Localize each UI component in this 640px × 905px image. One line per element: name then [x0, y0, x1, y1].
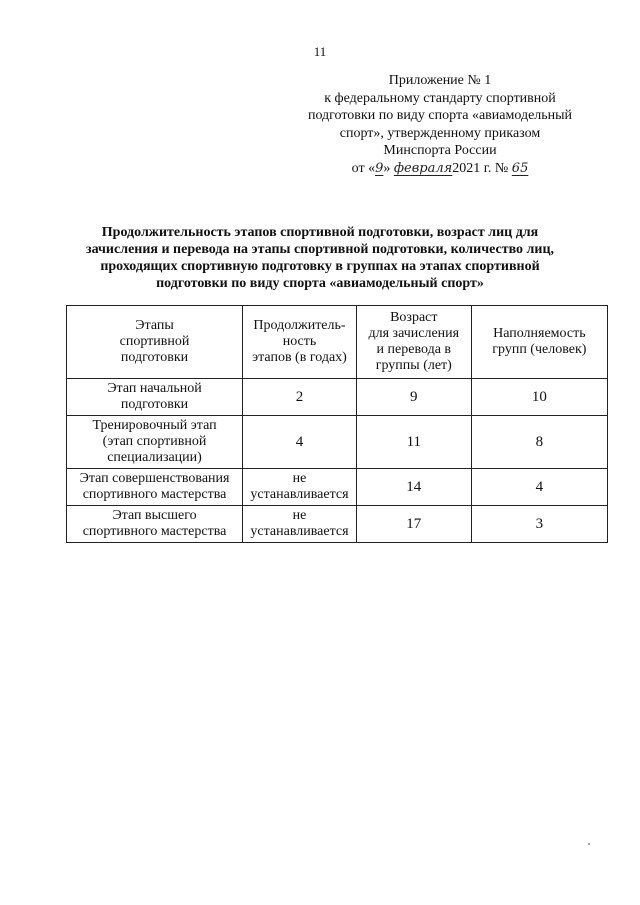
header-line: ность: [282, 334, 317, 349]
appendix-line: подготовки по виду спорта «авиамодельный: [307, 108, 573, 123]
table-row: [67, 506, 608, 543]
handwritten-day: 9: [375, 160, 384, 176]
cell-line: 2: [295, 389, 304, 405]
cell-line: не: [292, 508, 307, 523]
cell-line: устанавливается: [250, 487, 349, 502]
cell-line: устанавливается: [250, 524, 349, 539]
cell-stage: [67, 506, 243, 543]
header-line: Возраст: [390, 310, 438, 325]
header-line: Этапы: [135, 318, 174, 333]
title-line: проходящих спортивную подготовку в группах на этапах спортивной: [100, 259, 540, 274]
header-line: и перевода в: [376, 342, 452, 357]
cell-stage: [67, 416, 243, 469]
order-date-line: [300, 160, 580, 178]
cell-stage: [67, 469, 243, 506]
header-line: Продолжитель-: [253, 318, 346, 333]
header-group-size: [471, 306, 607, 379]
cell-line: подготовки: [120, 397, 189, 412]
date-prefix: от «: [351, 160, 376, 176]
cell-duration: [243, 379, 357, 416]
stages-table: [66, 305, 608, 543]
cell-line: Этап высшего: [112, 508, 197, 523]
cell-duration: [243, 469, 357, 506]
cell-line: спортивного мастерства: [82, 524, 227, 539]
cell-age: 9: [356, 379, 471, 416]
date-mid: »: [383, 160, 391, 176]
table-row: [67, 416, 608, 469]
header-line: группы (лет): [375, 358, 452, 373]
cell-line: (этап спортивной: [102, 434, 207, 449]
appendix-line: Минспорта России: [383, 143, 497, 158]
cell-group-size: 4: [471, 469, 607, 506]
cell-duration: [243, 416, 357, 469]
cell-age: 14: [356, 469, 471, 506]
document-title: [60, 224, 580, 292]
cell-line: Этап совершенствования: [79, 471, 230, 486]
page-number: 11: [313, 44, 327, 59]
cell-line: 4: [295, 434, 304, 450]
title-line: Продолжительность этапов спортивной подготовки, возраст лиц для: [101, 225, 539, 240]
table-row: [67, 379, 608, 416]
title-line: подготовки по виду спорта «авиамодельный спорт»: [156, 276, 484, 291]
cell-group-size: 10: [471, 379, 607, 416]
cell-line: Этап начальной: [107, 381, 202, 396]
cell-group-size: 3: [471, 506, 607, 543]
table-header-row: [67, 306, 608, 379]
scan-speck: [588, 843, 590, 845]
cell-age: 17: [356, 506, 471, 543]
header-line: для зачисления: [368, 326, 460, 341]
header-line: Наполняемость: [493, 326, 586, 341]
cell-line: специализации): [107, 450, 202, 465]
cell-group-size: 8: [471, 416, 607, 469]
cell-line: Тренировочный этап: [92, 418, 217, 433]
header-line: подготовки: [120, 350, 189, 365]
appendix-line: к федеральному стандарту спортивной: [324, 90, 556, 106]
table-row: [67, 469, 608, 506]
cell-line: не: [292, 471, 307, 486]
cell-stage: [67, 379, 243, 416]
header-line: этапов (в годах): [252, 350, 347, 365]
appendix-line: спорт», утвержденному приказом: [339, 125, 541, 141]
header-line: групп (человек): [492, 342, 587, 357]
handwritten-month: февраля: [393, 160, 453, 176]
cell-duration: [243, 506, 357, 543]
handwritten-order-number: 65: [511, 160, 529, 176]
header-stage: [67, 306, 243, 379]
header-line: спортивной: [119, 334, 190, 349]
date-year: 2021 г. №: [452, 160, 509, 176]
header-age: [356, 306, 471, 379]
title-line: зачисления и перевода на этапы спортивной подготовки, количество лиц,: [85, 242, 555, 257]
header-duration: [243, 306, 357, 379]
cell-line: спортивного мастерства: [82, 487, 227, 502]
appendix-line: Приложение № 1: [388, 73, 492, 88]
cell-age: 11: [356, 416, 471, 469]
appendix-block: [300, 72, 580, 177]
